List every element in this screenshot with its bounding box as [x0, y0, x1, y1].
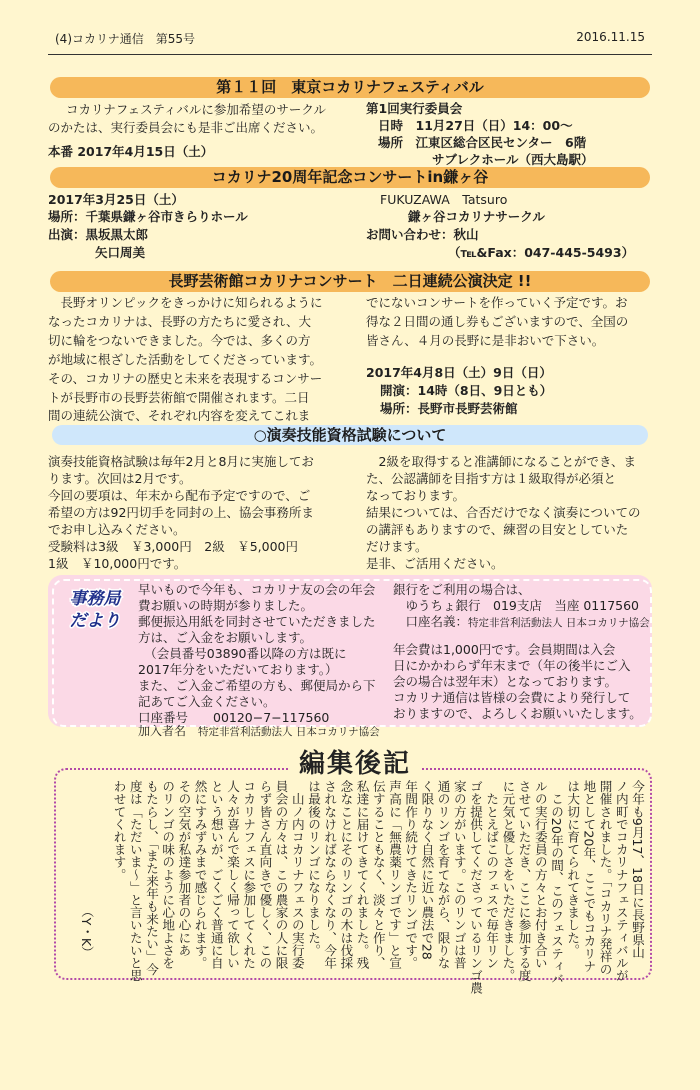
editorial-column: 家の方がいます。このリンゴは普 [451, 780, 467, 969]
office-left-4: 方は、ご入金をお願いします。 [138, 630, 313, 645]
nagano-left-2: なったコカリナは、長野の方たちに愛され、大 [48, 314, 312, 329]
anniversary-guest: FUKUZAWA Tatsuro [380, 192, 508, 207]
exam-left-2: ります。次回は2月です。 [48, 471, 192, 486]
editorial-column: は最後のリンゴになりました。 [306, 780, 321, 957]
editorial-column: 念なことにそのリンゴの木は伐採 [338, 780, 354, 969]
exam-left-6: 受験料は3級 ￥3,000円 2級 ￥5,000円 [48, 539, 298, 554]
festival-main-show: 本番 2017年4月15日（土） [48, 144, 214, 159]
office-payee-value: 特定非営利活動法人 日本コカリナ協会 [198, 726, 380, 738]
nagano-right-1: でにないコンサートを作っていく予定です。お [366, 295, 628, 310]
editorial-title: 編集後記 [290, 743, 420, 777]
exam-right-2: た、公認講師を目指す方は１級取得が必須と [366, 471, 617, 486]
editorial-column: という想いが、ごくごく普通に自 [208, 780, 224, 969]
exam-right-1: 2級を取得すると准講師になることができ、ま [366, 454, 636, 469]
editorial-column: 開催されました。「コカリナ発祥の [597, 780, 613, 976]
exam-left-5: でお申し込みください。 [48, 522, 186, 537]
editorial-column: 私達に届けてきてくれました。残 [354, 780, 370, 969]
editorial-column: のリンゴの味のように心地よさを [160, 780, 176, 969]
anniversary-performer-2: 矢口周美 [95, 245, 146, 260]
exam-right-5: の講評もありますので、練習の目安としていた [366, 522, 629, 537]
exam-left-1: 演奏技能資格試験は毎年2月と8月に実施してお [48, 454, 314, 469]
anniversary-date: 2017年3月25日（土） [48, 192, 184, 207]
editorial-column: （Y・K） [79, 905, 95, 959]
office-right-4: 日にかかわらず年末まで（年の後半にご入 [393, 658, 631, 673]
exam-right-7: 是非、ご活用ください。 [366, 556, 504, 571]
nagano-left-4: が地域に根ざした活動をしてくださっています。 [48, 352, 323, 367]
office-right-7: おりますので、よろしくお願いいたします。 [393, 706, 642, 721]
editorial-column: ゴを提供してくださっているリンゴ農 [468, 780, 483, 995]
editorial-column: ルの実行委員の方々とお付き合い [532, 780, 548, 969]
exam-right-3: なっております。 [366, 488, 466, 503]
editorial-column: 地として20年、ここでもコカリナ [581, 780, 597, 973]
nagano-left-5: その、コカリナの歴史と未来を表現するコンサー [48, 371, 323, 386]
anniversary-performers: 出演：黒坂黒太郎 [48, 227, 149, 242]
anniversary-circle: 鎌ヶ谷コカリナサークル [408, 209, 545, 224]
nagano-left-7: 間の連続公演で、それぞれ内容を変えてこれま [48, 408, 311, 423]
exam-heading: ○演奏技能資格試験について [52, 425, 648, 445]
editorial-column: らず皆さん直向きで優しく、この [257, 780, 273, 969]
nagano-left-3: 切に輪をつないできました。今では、多くの方 [48, 333, 311, 348]
editorial-column: この20年の間、このフェスティバ [549, 780, 564, 986]
editorial-column: 員会の方々は、この農家の人に限 [273, 780, 289, 969]
office-left-8: 記あてご入金ください。 [138, 694, 276, 709]
meeting-hall: サブレクホール（西大島駅） [432, 152, 594, 167]
meeting-place: 場所 江東区総合区民センター 6階 [378, 135, 587, 150]
exam-left-4: 希望の方は92円切手を同封の上、協会事務所ま [48, 505, 314, 520]
office-news-badge [64, 585, 126, 631]
editorial-column: 然にすみずみまで感じられます。 [192, 780, 208, 969]
editorial-column: ノ内町でコカリナフェスティバルが [613, 780, 629, 982]
newsletter-issue: (4)コカリナ通信 第55号 [55, 32, 196, 46]
office-right-6: コカリナ通信は皆様の会費により発行して [393, 690, 631, 705]
nagano-date: 2017年4月8日（土）9日（日） [366, 365, 552, 380]
office-bank-account [393, 613, 650, 632]
editorial-column: 山ノ内コカリナフェスの実行委 [289, 780, 305, 969]
badge-line-1: 事務局 [69, 589, 121, 609]
office-right-3: 年会費は1,000円です。会員期間は入会 [393, 642, 616, 657]
editorial-column: たとえばこのフェスで毎年リン [484, 780, 500, 969]
editorial-column: されなければならなくなり、今年 [322, 780, 338, 969]
exam-right-4: 結果については、合否だけでなく演奏についての [366, 505, 641, 520]
office-payee-label: 加入者名 [138, 724, 199, 738]
festival-intro-2: のかたは、実行委員会にも是非ご出席ください。 [48, 120, 324, 135]
anniversary-place: 場所：千葉県鎌ヶ谷市きらりホール [48, 209, 248, 224]
office-account-number: 口座番号 00120−7−117560 [138, 710, 330, 725]
office-right-5: 会の場合は翌年末）となっております。 [393, 674, 618, 689]
exam-left-3: 今回の要項は、年末から配布予定ですので、ご [48, 488, 311, 503]
meeting-title: 第1回実行委員会 [366, 101, 463, 116]
nagano-left-1: 長野オリンピックをきっかけに知られるように [48, 295, 323, 310]
office-bank-value: 特定非営利活動法人 日本コカリナ協会 [468, 617, 650, 629]
anniversary-heading: コカリナ20周年記念コンサートin鎌ヶ谷 [50, 167, 650, 188]
editorial-column: 今年も9月17、18日に長野県山 [630, 780, 645, 959]
editorial-column: く限りなく自然に近い農法で28 [419, 780, 435, 960]
festival-heading: 第１１回 東京コカリナフェスティバル [50, 77, 650, 98]
editorial-column: 声高に「無農薬リンゴです」と宣 [387, 780, 402, 969]
festival-intro-1: コカリナフェスティバルに参加希望のサークル [66, 102, 327, 117]
office-left-7: また、ご入金ご希望の方も、郵便局から下 [138, 678, 376, 693]
anniversary-tel: （℡&Fax：047-445-5493） [448, 245, 635, 260]
editorial-column: 人々が喜んで楽しく帰って欲しい [225, 780, 240, 969]
editorial-column: 通のリンゴを育てながら、限りな [435, 780, 451, 969]
meeting-date: 日時 11月27日（日）14：00～ [378, 118, 573, 133]
office-left-3: 郵便振込用紙を同封させていただきました [138, 614, 376, 629]
editorial-column: は大切に育てられてきました。 [565, 780, 581, 957]
badge-line-2: だより [69, 611, 121, 631]
editorial-column: もたらし、「また来年も来たい」今 [144, 780, 159, 976]
editorial-column: 度は「ただいま〜」と言いたいと思 [127, 780, 143, 982]
nagano-right-3: 皆さん、４月の長野に是非おいで下さい。 [366, 333, 605, 348]
editorial-column: その空気が私達参加者の心にあ [176, 780, 192, 957]
nagano-open: 開演：14時（8日、9日とも） [380, 383, 553, 398]
editorial-column: に元気と優しさをいただきました。 [500, 780, 516, 982]
office-left-2: 費お願いの時期が参りました。 [138, 598, 314, 613]
office-payee [138, 722, 380, 741]
office-left-5: （会員番号03890番以降の方は既に [138, 646, 347, 661]
nagano-left-6: トが長野市の長野芸術館で開催されます。二日 [48, 390, 310, 405]
editorial-column [93, 780, 111, 965]
office-right-2: ゆうちょ銀行 019支店 当座 0117560 [393, 598, 640, 613]
office-bank-label: 口座名義： [393, 614, 469, 629]
editorial-column: 年間作り続けてきたリンゴです。 [403, 780, 419, 969]
issue-date: 2016.11.15 [576, 30, 645, 44]
office-left-1: 早いもので今年も、コカリナ友の会の年会 [138, 582, 376, 597]
office-left-6: 2017年分をいただいております。） [138, 662, 338, 677]
exam-left-7: 1級 ￥10,000円です。 [48, 556, 187, 571]
office-right-1: 銀行をご利用の場合は、 [393, 582, 531, 597]
editorial-column: コカリナフェスに参加してくれた [241, 780, 257, 969]
editorial-column: させていただき、ここに参加する度 [516, 780, 532, 982]
nagano-right-2: 得な２日間の通し券もございますので、全国の [366, 314, 629, 329]
editorial-column: わせてくれます。 [111, 780, 127, 881]
exam-right-6: だけます。 [366, 539, 428, 554]
header-divider [48, 54, 652, 55]
editorial-column: 伝することもなく、淡々と作り、 [370, 780, 386, 969]
anniversary-contact: お問い合わせ：秋山 [366, 227, 479, 242]
nagano-heading: 長野芸術館コカリナコンサート 二日連続公演決定 !! [50, 271, 650, 292]
nagano-place: 場所：長野市長野芸術館 [380, 401, 518, 416]
